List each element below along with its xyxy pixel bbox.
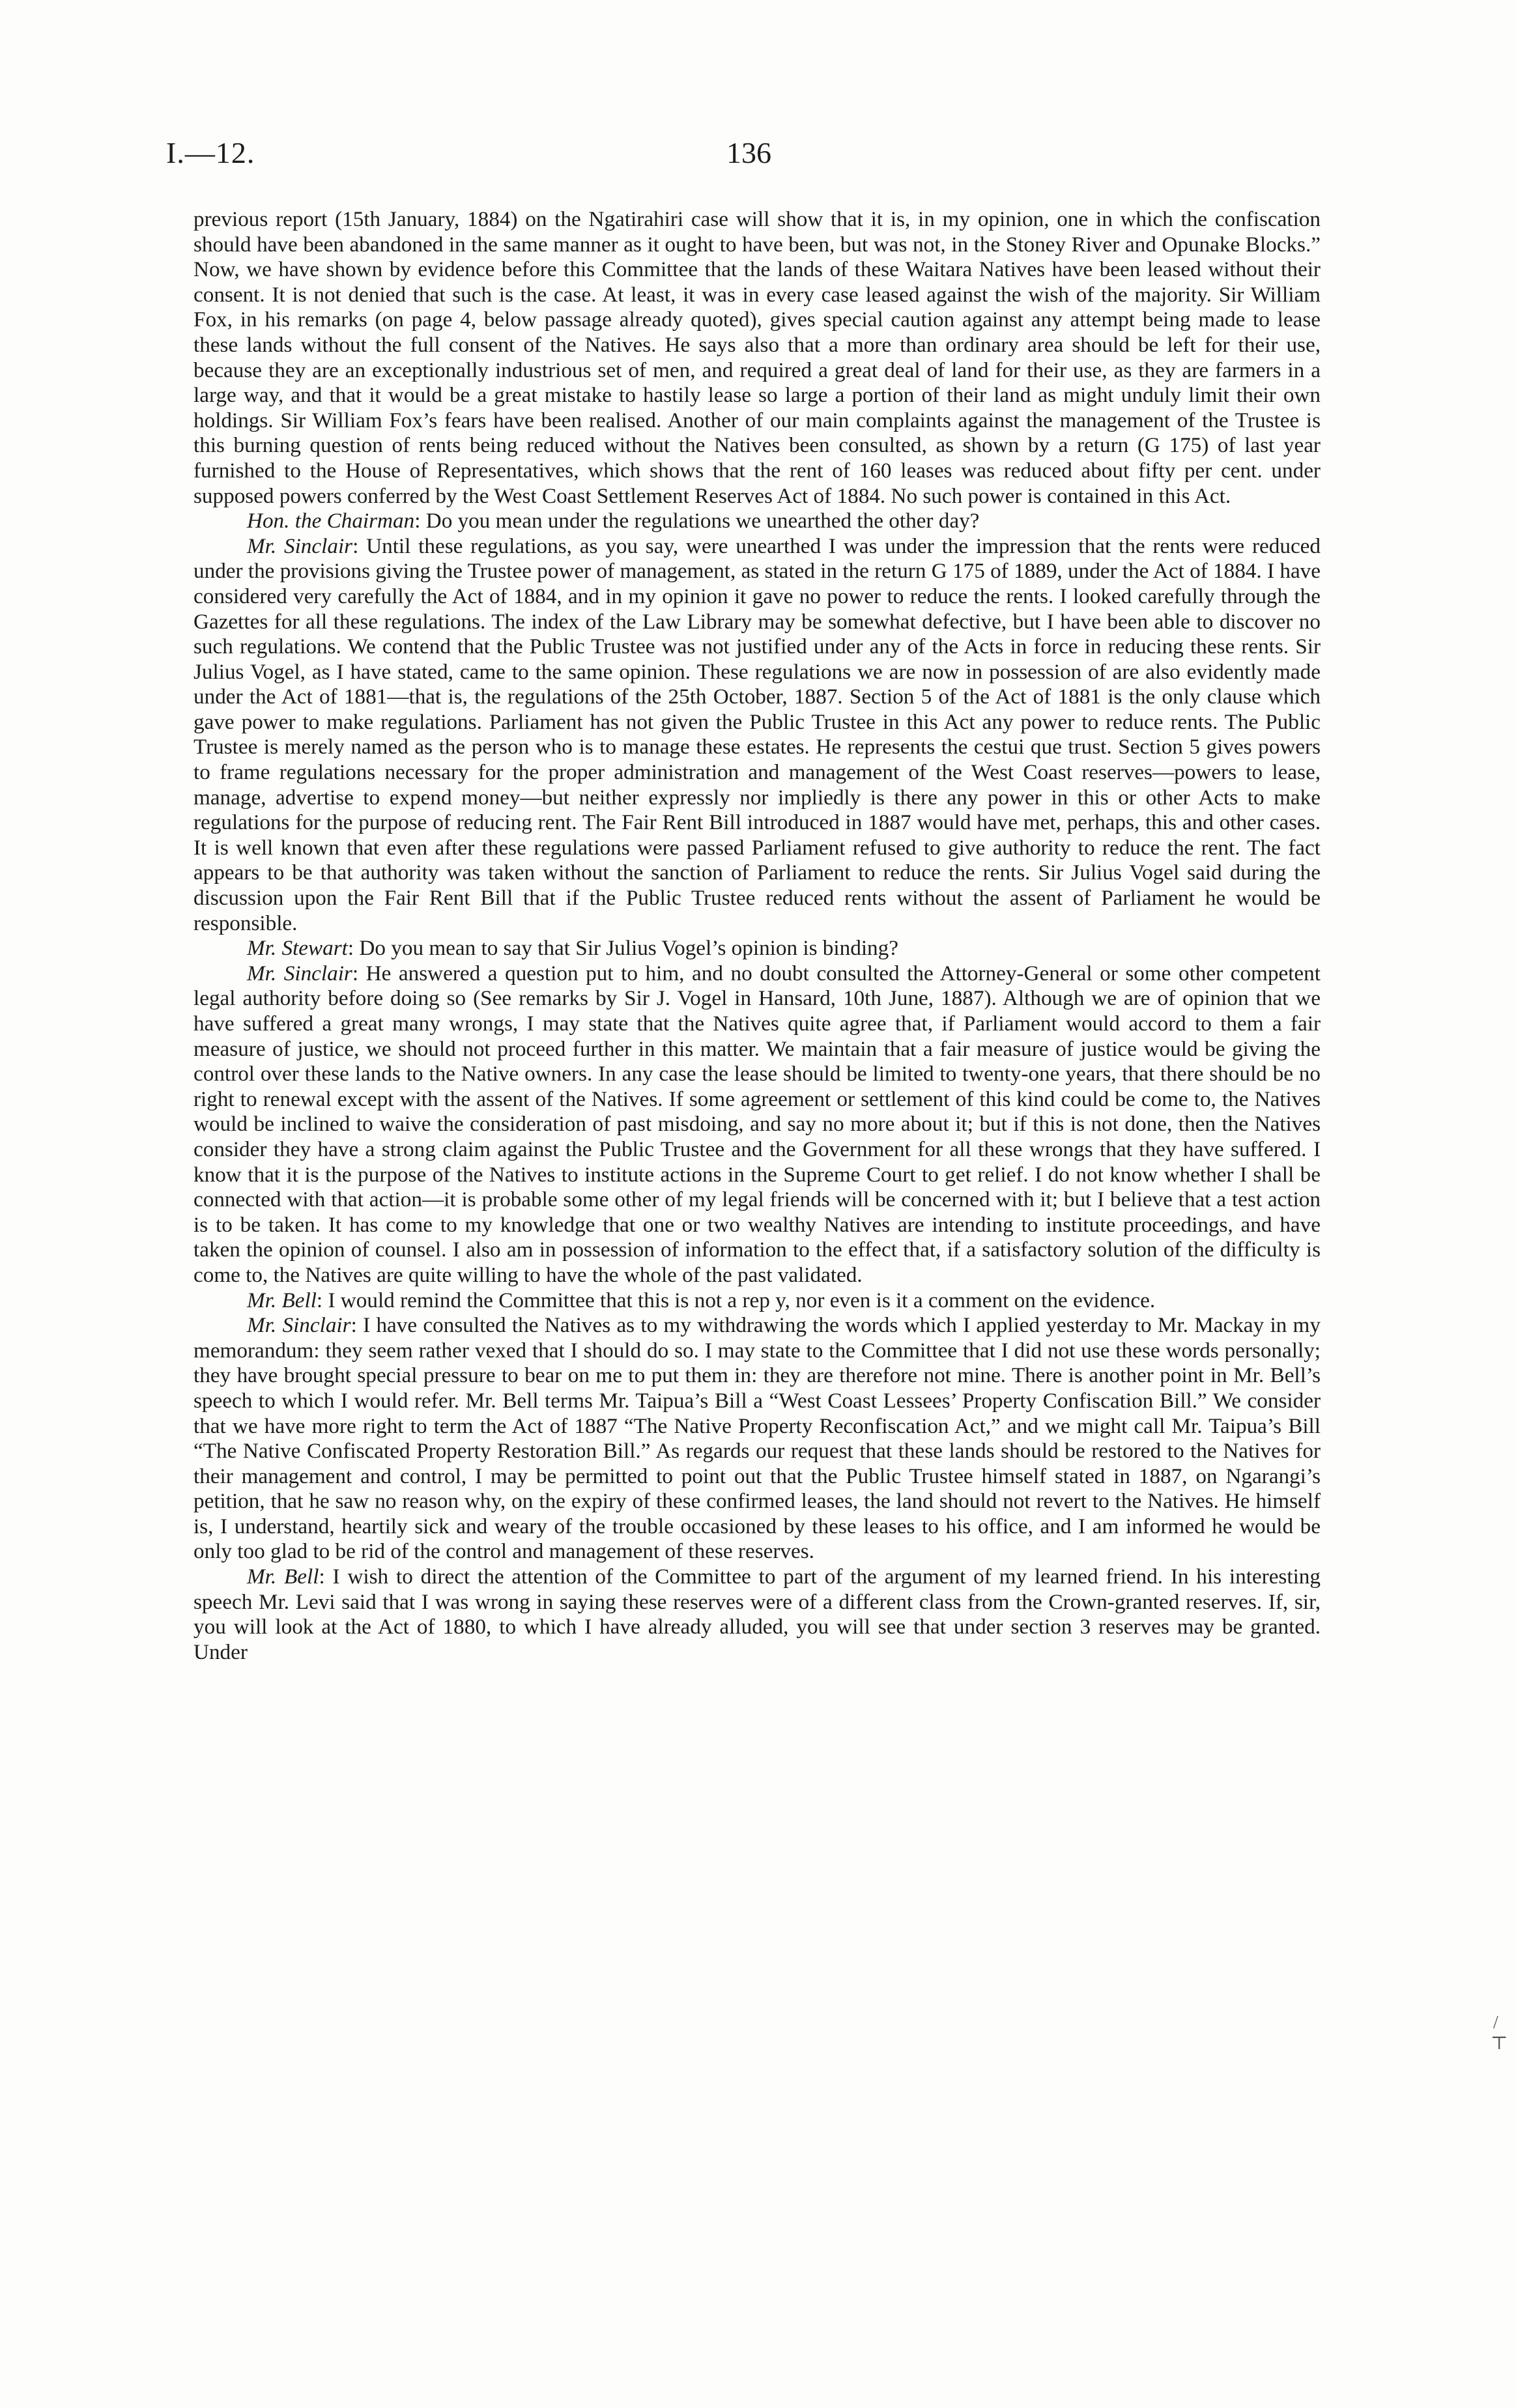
paragraph-text: He answered a question put to him, and no doubt consulted the Attorney-General or some other competent legal authority before doing so (See remarks by Sir J. Vogel in Hansard, 10th June, 1887). Although we are of opinion that we have suffered a great many wrongs, I may state that the Natives quite agree that, if Parliament would accord to them a fair measure of justice, we should not proceed further in this matter. We maintain that a fair measure of justice would be giving the control over these lands to the Native owners. In any case the lease should be limited to twenty-one years, that there should be no right to renewal except with the assent of the Natives. If some agreement or settlement of this kind could be come to, the Natives would be inclined to waive the consideration of past misdoing, and say no more about it; but if this is not done, then the Natives consider they have a strong claim against the Public Trustee and the Government for all these wrongs that they have suffered. I know that it is the purpose of the Natives to institute actions in the Supreme Court to get relief. I do not know whether I shall be connected with that action—it is probable some other of my legal friends will be concerned with it; but I believe that a test action is to be taken. It has come to my knowledge that one or two wealthy Natives are intending to institute proceedings, and have taken the opinion of counsel. I also am in possession of information to the effect that, if a satisfactory solution of the difficulty is come to, the Natives are quite willing to have the whole of the past validated.	[193, 961, 1321, 1287]
speaker-name: Mr. Sinclair	[247, 533, 353, 558]
paragraph: Mr. Bell: I wish to direct the attention of the Committee to part of the argument of my learned friend. In his interesting speech Mr. Levi said that I was wrong in saying these reserves were of a different class from the Crown-granted reserves. If, sir, you will look at the Act of 1880, to which I have already alluded, you will see that under section 3 reserves may be granted. Under	[193, 1565, 1321, 1664]
body-text	[193, 207, 1321, 1665]
margin-mark: /	[1493, 2013, 1498, 2033]
speaker-name: Mr. Stewart	[247, 936, 348, 961]
speaker-name: Mr. Bell	[247, 1565, 319, 1589]
paragraph: Mr. Sinclair: I have consulted the Natives as to my withdrawing the words which I applied yesterday to Mr. Mackay in my memorandum: they seem rather vexed that I should do so. I may state to the Committee that I did not use these words personally; they have brought special pressure to bear on me to put them in: they are therefore not mine. There is another point in Mr. Bell’s speech to which I would refer. Mr. Bell terms Mr. Taipua’s Bill a “West Coast Lessees’ Property Confiscation Bill.” We consider that we have more right to term the Act of 1887 “The Native Property Reconfiscation Act,” and we might call Mr. Taipua’s Bill “The Native Confiscated Property Restoration Bill.” As regards our request that these lands should be restored to the Natives for their management and control, I may be permitted to point out that the Public Trustee himself stated in 1887, on Ngarangi’s petition, that he saw no reason why, on the expiry of these confirmed leases, the land should not revert to the Natives. He himself is, I understand, heartily sick and weary of the trouble occasioned by these leases to his office, and I am informed he would be only too glad to be rid of the control and management of these reserves.	[193, 1313, 1321, 1564]
margin-mark: ⊤	[1491, 2033, 1508, 2054]
paragraph-text: Do you mean under the regulations we unearthed the other day?	[425, 509, 980, 533]
paragraph-text: Do you mean to say that Sir Julius Vogel’s opinion is binding?	[359, 936, 898, 961]
paragraph-text: I would remind the Committee that this is not a rep y, nor even is it a comment on the evidence.	[328, 1288, 1156, 1312]
page-number: 136	[726, 136, 771, 169]
paragraph: Hon. the Chairman: Do you mean under the regulations we unearthed the other day?	[247, 509, 980, 533]
paragraph: Mr. Stewart: Do you mean to say that Sir Julius Vogel’s opinion is binding?	[247, 936, 898, 961]
paragraph-text: I have consulted the Natives as to my withdrawing the words which I applied yesterday to Mr. Mackay in my memorandum: they seem rather vexed that I should do so. I may state to the Committee that I did not use these words personally; they have brought special pressure to bear on me to put them in: they are therefore not mine. There is another point in Mr. Bell’s speech to which I would refer. Mr. Bell terms Mr. Taipua’s Bill a “West Coast Lessees’ Property Confiscation Bill.” We consider that we have more right to term the Act of 1887 “The Native Property Reconfiscation Act,” and we might call Mr. Taipua’s Bill “The Native Confiscated Property Restoration Bill.” As regards our request that these lands should be restored to the Natives for their management and control, I may be permitted to point out that the Public Trustee himself stated in 1887, on Ngarangi’s petition, that he saw no reason why, on the expiry of these confirmed leases, the land should not revert to the Natives. He himself is, I understand, heartily sick and weary of the trouble occasioned by these leases to his office, and I am informed he would be only too glad to be rid of the control and management of these reserves.	[193, 1313, 1321, 1564]
page-header	[166, 135, 1323, 181]
speaker-name: Mr. Bell	[247, 1288, 317, 1312]
paragraph: Mr. Sinclair: Until these regulations, as you say, were unearthed I was under the impression that the rents were reduced under the provisions giving the Trustee power of management, as stated in the return G 175 of 1889, under the Act of 1884. I have considered very carefully the Act of 1884, and in my opinion it gave no power to reduce the rents. I looked carefully through the Gazettes for all these regulations. The index of the Law Library may be somewhat defective, but I have been able to discover no such regulations. We contend that the Public Trustee was not justified under any of the Acts in force in reducing these rents. Sir Julius Vogel, as I have stated, came to the same opinion. These regulations we are now in possession of are also evidently made under the Act of 1881—that is, the regulations of the 25th October, 1887. Section 5 of the Act of 1881 is the only clause which gave power to make regulations. Parliament has not given the Public Trustee in this Act any power to reduce rents. The Public Trustee is merely named as the person who is to manage these estates. He represents the cestui que trust. Section 5 gives powers to frame regulations necessary for the proper administration and management of the West Coast reserves—powers to lease, manage, advertise to expend money—but neither expressly nor impliedly is there any power in this or other Acts to make regulations for the purpose of reducing rent. The Fair Rent Bill introduced in 1887 would have met, perhaps, this and other cases. It is well known that even after these regulations were passed Parliament refused to give authority to reduce the rent. The fact appears to be that authority was taken without the sanction of Parliament to reduce the rents. Sir Julius Vogel said during the discussion upon the Fair Rent Bill that if the Public Trustee reduced rents without the assent of Parliament he would be responsible.	[193, 533, 1321, 935]
paragraph-text: Until these regulations, as you say, were unearthed I was under the impression that the rents were reduced under the provisions giving the Trustee power of management, as stated in the return G 175 of 1889, under the Act of 1884. I have considered very carefully the Act of 1884, and in my opinion it gave no power to reduce the rents. I looked carefully through the Gazettes for all these regulations. The index of the Law Library may be somewhat defective, but I have been able to discover no such regulations. We contend that the Public Trustee was not justified under any of the Acts in force in reducing these rents. Sir Julius Vogel, as I have stated, came to the same opinion. These regulations we are now in possession of are also evidently made under the Act of 1881—that is, the regulations of the 25th October, 1887. Section 5 of the Act of 1881 is the only clause which gave power to make regulations. Parliament has not given the Public Trustee in this Act any power to reduce rents. The Public Trustee is merely named as the person who is to manage these estates. He represents the cestui que trust. Section 5 gives powers to frame regulations necessary for the proper administration and management of the West Coast reserves—powers to lease, manage, advertise to expend money—but neither expressly nor impliedly is there any power in this or other Acts to make regulations for the purpose of reducing rent. The Fair Rent Bill introduced in 1887 would have met, perhaps, this and other cases. It is well known that even after these regulations were passed Parliament refused to give authority to reduce the rent. The fact appears to be that authority was taken without the sanction of Parliament to reduce the rents. Sir Julius Vogel said during the discussion upon the Fair Rent Bill that if the Public Trustee reduced rents without the assent of Parliament he would be responsible.	[193, 533, 1321, 935]
paragraph: Mr. Sinclair: He answered a question put to him, and no doubt consulted the Attorney-General or some other competent legal authority before doing so (See remarks by Sir J. Vogel in Hansard, 10th June, 1887). Although we are of opinion that we have suffered a great many wrongs, I may state that the Natives quite agree that, if Parliament would accord to them a fair measure of justice, we should not proceed further in this matter. We maintain that a fair measure of justice would be giving the control over these lands to the Native owners. In any case the lease should be limited to twenty-one years, that there should be no right to renewal except with the assent of the Natives. If some agreement or settlement of this kind could be come to, the Natives would be inclined to waive the consideration of past misdoing, and say no more about it; but if this is not done, then the Natives consider they have a strong claim against the Public Trustee and the Government for all these wrongs that they have suffered. I know that it is the purpose of the Natives to institute actions in the Supreme Court to get relief. I do not know whether I shall be connected with that action—it is probable some other of my legal friends will be concerned with it; but I believe that a test action is to be taken. It has come to my knowledge that one or two wealthy Natives are intending to institute proceedings, and have taken the opinion of counsel. I also am in possession of information to the effect that, if a satisfactory solution of the difficulty is come to, the Natives are quite willing to have the whole of the past validated.	[193, 961, 1321, 1287]
paragraph: Mr. Bell: I would remind the Committee that this is not a rep y, nor even is it a comment on the evidence.	[247, 1288, 1156, 1312]
paragraph	[193, 207, 1321, 509]
speaker-name: Mr. Sinclair	[247, 1313, 351, 1338]
speaker-name: Mr. Sinclair	[247, 961, 352, 985]
paragraph-text: previous report (15th January, 1884) on the Ngatirahiri case will show that it is, in my opinion, one in which the confiscation should have been abandoned in the same manner as it ought to have been, but was not, in the Stoney River and Opunake Blocks.” Now, we have shown by evidence before this Committee that the lands of these Waitara Natives have been leased without their consent. It is not denied that such is the case. At least, it was in every case leased against the wish of the majority. Sir William Fox, in his remarks (on page 4, below passage already quoted), gives special caution against any attempt being made to lease these lands without the full consent of the Natives. He says also that a more than ordinary area should be left for their use, because they are an exceptionally industrious set of men, and required a great deal of land for their use, as they are farmers in a large way, and that it would be a great mistake to hastily lease so large a portion of their land as might unduly limit their own holdings. Sir William Fox’s fears have been realised. Another of our main complaints against the management of the Trustee is this burning question of rents being reduced without the Natives been consulted, as shown by a return (G 175) of last year furnished to the House of Representatives, which shows that the rent of 160 leases was reduced about fifty per cent. under supposed powers conferred by the West Coast Settlement Reserves Act of 1884. No such power is contained in this Act.	[193, 207, 1321, 508]
paragraph-text: I wish to direct the attention of the Committee to part of the argument of my learned friend. In his interesting speech Mr. Levi said that I was wrong in saying these reserves were of a different class from the Crown-granted reserves. If, sir, you will look at the Act of 1880, to which I have already alluded, you will see that under section 3 reserves may be granted. Under	[193, 1565, 1321, 1664]
document-reference: I.—12.	[166, 136, 255, 169]
speaker-name: Hon. the Chairman	[247, 509, 415, 533]
